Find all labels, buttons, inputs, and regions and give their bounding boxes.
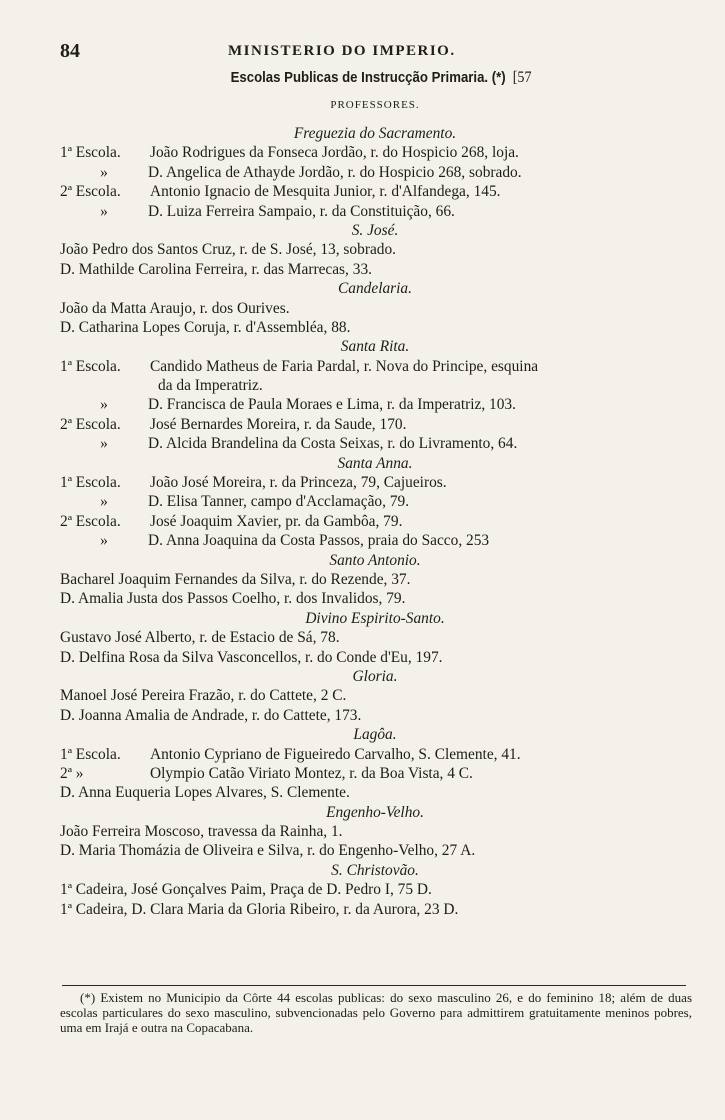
teacher-entry: D. Mathilde Carolina Ferreira, r. das Marrecas, 33. — [60, 260, 372, 278]
teacher-name-address: D. Angelica de Athayde Jordão, r. do Hospicio 268, sobrado. — [148, 163, 522, 181]
school-designation: » — [100, 532, 108, 550]
teacher-entry — [60, 395, 690, 414]
teacher-entry: Manoel José Pereira Frazão, r. do Cattete, 2 C. — [60, 687, 347, 705]
school-designation: 1ª Cadeira, — [60, 881, 128, 899]
teacher-name-address: Antonio Ignacio de Mesquita Junior, r. d'Alfandega, 145. — [150, 183, 501, 201]
teacher-entry: D. Anna Euqueria Lopes Alvares, S. Clemente. — [60, 784, 350, 802]
footnote — [60, 990, 692, 1035]
teacher-name-address: João Rodrigues da Fonseca Jordão, r. do Hospicio 268, loja. — [150, 144, 519, 162]
teacher-name-address: D. Elisa Tanner, campo d'Acclamação, 79. — [148, 493, 410, 511]
teacher-entry — [60, 143, 690, 162]
teacher-name-address: D. Luiza Ferreira Sampaio, r. da Constituição, 66. — [148, 202, 455, 220]
teacher-entry: João Pedro dos Santos Cruz, r. de S. José, 13, sobrado. — [60, 241, 397, 259]
school-designation: 2ª » — [60, 764, 84, 782]
teacher-entry — [60, 415, 690, 434]
teacher-entry: D. Catharina Lopes Coruja, r. d'Assembléa, 88. — [60, 318, 351, 336]
school-designation: » — [100, 396, 108, 414]
parish-heading: Lagôa. — [353, 726, 397, 744]
school-designation: 1ª Escola. — [60, 357, 121, 375]
parish-heading: Divino Espirito-Santo. — [305, 609, 445, 627]
parish-heading: Santa Rita. — [340, 338, 410, 356]
teacher-name-address: José Joaquim Xavier, pr. da Gambôa, 79. — [150, 512, 403, 530]
teacher-entry: João Ferreira Moscoso, travessa da Rainha, 1. — [60, 823, 343, 841]
teacher-name-address: Antonio Cypriano de Figueiredo Carvalho, S. Clemente, 41. — [150, 745, 521, 763]
page-header — [60, 40, 690, 64]
teacher-name-address: D. Francisca de Paula Moraes e Lima, r. da Imperatriz, 103. — [148, 396, 516, 414]
teacher-entry: João da Matta Araujo, r. dos Ourives. — [60, 299, 290, 317]
entry-continuation: da da Imperatriz. — [158, 377, 263, 395]
section-page-ref: [57 — [512, 69, 532, 86]
teacher-entry — [60, 202, 690, 221]
school-designation: » — [100, 435, 108, 453]
teacher-entry: Gustavo José Alberto, r. de Estacio de Sá, 78. — [60, 629, 340, 647]
parish-heading: Candelaria. — [338, 280, 412, 298]
school-designation: 1ª Escola. — [60, 144, 121, 162]
school-designation: 2ª Escola. — [60, 512, 121, 530]
section-label: PROFESSORES. — [330, 99, 420, 111]
school-designation: 1ª Escola. — [60, 474, 121, 492]
teacher-entry — [60, 492, 690, 511]
school-designation: » — [100, 202, 108, 220]
teacher-name-address: João José Moreira, r. da Princeza, 79, Cajueiros. — [150, 474, 447, 492]
teacher-entry — [60, 900, 690, 919]
section-title-text: Escolas Publicas de Instrucção Primaria. (*) — [230, 69, 506, 86]
teacher-name-address: Candido Matheus de Faria Pardal, r. Nova do Principe, esquina — [150, 357, 539, 375]
teacher-entry — [60, 163, 690, 182]
teacher-entry — [60, 434, 690, 453]
school-designation: » — [100, 163, 108, 181]
teacher-entry — [60, 512, 690, 531]
parish-heading: S. José. — [351, 221, 399, 239]
school-designation: 2ª Escola. — [60, 415, 121, 433]
parish-heading: Freguezia do Sacramento. — [293, 125, 457, 142]
page-number: 84 — [60, 40, 80, 62]
parish-heading: Santa Anna. — [337, 454, 413, 472]
teacher-entry — [60, 764, 690, 783]
teacher-list — [60, 124, 690, 919]
teacher-entry — [60, 880, 690, 899]
teacher-name-address: D. Anna Joaquina da Costa Passos, praia do Sacco, 253 — [148, 532, 490, 550]
footnote-text: (*) Existem no Municipio da Côrte 44 escolas publicas: do sexo masculino 26, e do feminino 18; além de duas escolas particulares do sexo masculino, subvencionadas pelo Governo para admittirem gratuitamente meninos pobres, uma em Irajá e outra na Copacabana. — [60, 990, 692, 1035]
teacher-entry: D. Joanna Amalia de Andrade, r. do Cattete, 173. — [60, 706, 362, 724]
teacher-entry — [60, 745, 690, 764]
parish-heading: Engenho-Velho. — [326, 803, 424, 821]
school-designation: 1ª Cadeira, — [60, 900, 128, 918]
teacher-entry: D. Amalia Justa dos Passos Coelho, r. dos Invalidos, 79. — [60, 590, 406, 608]
footnote-rule — [62, 985, 686, 986]
teacher-name-address: Olympio Catão Viriato Montez, r. da Boa Vista, 4 C. — [150, 764, 473, 782]
teacher-entry: D. Delfina Rosa da Silva Vasconcellos, r. do Conde d'Eu, 197. — [60, 648, 443, 666]
parish-heading: Gloria. — [352, 667, 398, 685]
teacher-entry — [60, 182, 690, 201]
teacher-entry — [60, 473, 690, 492]
running-title: MINISTERIO DO IMPERIO. — [228, 43, 456, 59]
parish-heading: Santo Antonio. — [329, 551, 421, 569]
school-designation: » — [100, 493, 108, 511]
teacher-name-address: D. Alcida Brandelina da Costa Seixas, r. do Livramento, 64. — [148, 435, 518, 453]
teacher-entry: D. Maria Thomázia de Oliveira e Silva, r. do Engenho-Velho, 27 A. — [60, 842, 476, 860]
teacher-name-address: José Gonçalves Paim, Praça de D. Pedro I, 75 D. — [131, 881, 432, 899]
school-designation: 1ª Escola. — [60, 745, 121, 763]
teacher-entry — [60, 357, 690, 376]
teacher-name-address: José Bernardes Moreira, r. da Saude, 170. — [150, 415, 407, 433]
parish-heading: S. Christovão. — [331, 861, 419, 879]
school-designation: 2ª Escola. — [60, 183, 121, 201]
section-title — [104, 69, 658, 87]
teacher-entry: Bacharel Joaquim Fernandes da Silva, r. do Rezende, 37. — [60, 570, 411, 588]
teacher-entry — [60, 531, 690, 550]
teacher-name-address: D. Clara Maria da Gloria Ribeiro, r. da Aurora, 23 D. — [131, 900, 459, 918]
